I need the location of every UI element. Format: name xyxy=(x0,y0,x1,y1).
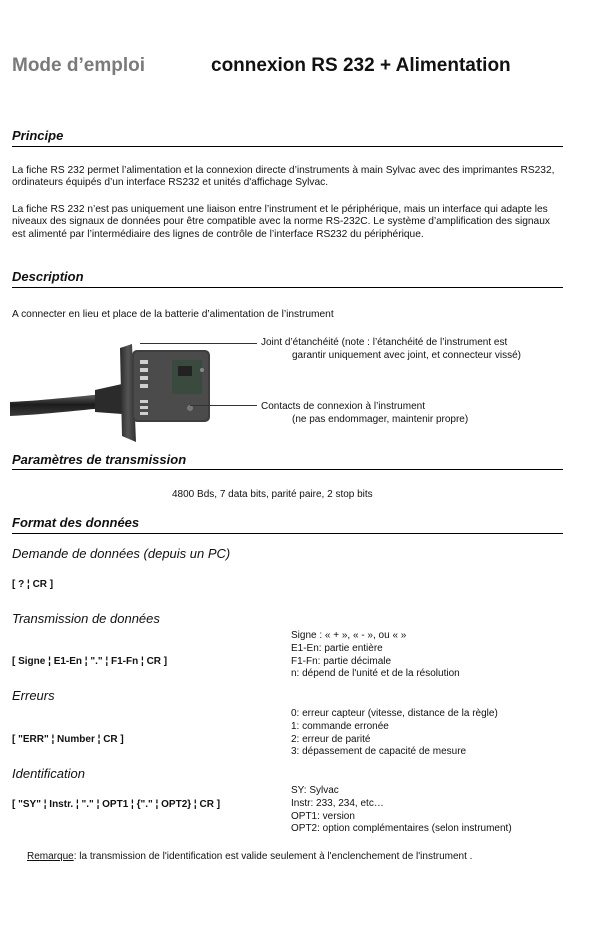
description-intro: A connecter en lieu et place de la batterie d’alimentation de l’instrument xyxy=(12,309,334,320)
cmd-demande: [ ? ¦ CR ] xyxy=(12,579,54,590)
erreurs-desc xyxy=(291,708,498,759)
cmd-erreurs: [ "ERR" ¦ Number ¦ CR ] xyxy=(12,734,124,745)
desc-line: Instr: 233, 234, etc… xyxy=(291,797,384,809)
section-rule xyxy=(12,469,563,470)
callout-contacts-line2: (ne pas endommager, maintenir propre) xyxy=(292,414,469,425)
callout-contacts-line1: Contacts de connexion à l’instrument xyxy=(261,401,425,412)
remarque-label: Remarque xyxy=(27,851,74,862)
doc-header-right: connexion RS 232 + Alimentation xyxy=(211,55,511,76)
subtitle-erreurs: Erreurs xyxy=(12,688,55,703)
section-rule xyxy=(12,146,563,147)
remarque-text: : la transmission de l'identification est valide seulement à l'enclenchement de l'instrument . xyxy=(73,851,473,862)
desc-line: Signe : « + », « - », ou « » xyxy=(291,630,407,641)
callout-joint-line1: Joint d’étanchéité (note : l’étanchéité de l’instrument est xyxy=(261,337,508,348)
desc-line: OPT1: version xyxy=(291,810,355,822)
callout-joint xyxy=(261,336,521,362)
section-title-parametres: Paramètres de transmission xyxy=(12,452,187,467)
desc-line: n: dépend de l'unité et de la résolution xyxy=(291,668,460,680)
cmd-identification: [ "SY" ¦ Instr. ¦ "." ¦ OPT1 ¦ {"." ¦ OPT2} ¦ CR ] xyxy=(12,799,221,810)
subtitle-identification: Identification xyxy=(12,766,85,781)
desc-line: 2: erreur de parité xyxy=(291,733,371,745)
section-title-format: Format des données xyxy=(12,515,140,530)
subtitle-demande: Demande de données (depuis un PC) xyxy=(12,546,231,561)
subtitle-transmission: Transmission de données xyxy=(12,611,160,626)
transmission-params: 4800 Bds, 7 data bits, parité paire, 2 stop bits xyxy=(172,489,373,500)
principe-paragraph-2 xyxy=(12,204,558,241)
callout-contacts xyxy=(261,400,468,426)
remarque-note xyxy=(27,851,472,862)
callout-joint-line2: garantir uniquement avec joint, et connecteur vissé) xyxy=(292,350,522,361)
desc-line: 1: commande erronée xyxy=(291,720,389,732)
callout-leader-contacts xyxy=(190,405,257,406)
rs232-connector-image xyxy=(10,330,220,445)
section-rule xyxy=(12,533,563,534)
principe-paragraph-1 xyxy=(12,165,558,190)
section-title-description: Description xyxy=(12,269,84,284)
doc-header-left: Mode d’emploi xyxy=(12,55,145,76)
principe-text-1: La fiche RS 232 permet l’alimentation et la connexion directe d’instruments à main Sylvac avec des imprimantes RS232, ordinateurs équipés d’un interface RS232 et unités d'affichage Sylvac. xyxy=(12,165,555,189)
callout-leader-joint xyxy=(140,343,257,344)
cmd-transmission: [ Signe ¦ E1-En ¦ "." ¦ F1-Fn ¦ CR ] xyxy=(12,656,168,667)
desc-line: F1-Fn: partie décimale xyxy=(291,655,392,667)
desc-line: E1-En: partie entière xyxy=(291,642,383,654)
section-title-principe: Principe xyxy=(12,128,64,143)
identification-desc xyxy=(291,785,512,836)
principe-text-2: La fiche RS 232 n’est pas uniquement une liaison entre l’instrument et le périphérique, mais un interface qui adapte les niveaux des signaux de données pour être compatible avec la norme RS-232C. Le système d’amplification des signaux est alimenté par l’intermédiaire des lignes de contrôle de l’interface RS232 du périphérique. xyxy=(12,204,550,240)
desc-line: 3: dépassement de capacité de mesure xyxy=(291,746,467,758)
desc-line: OPT2: option complémentaires (selon instrument) xyxy=(291,823,512,835)
section-rule xyxy=(12,287,563,288)
desc-line: 0: erreur capteur (vitesse, distance de la règle) xyxy=(291,708,498,719)
transmission-desc xyxy=(291,630,460,681)
desc-line: SY: Sylvac xyxy=(291,785,339,796)
